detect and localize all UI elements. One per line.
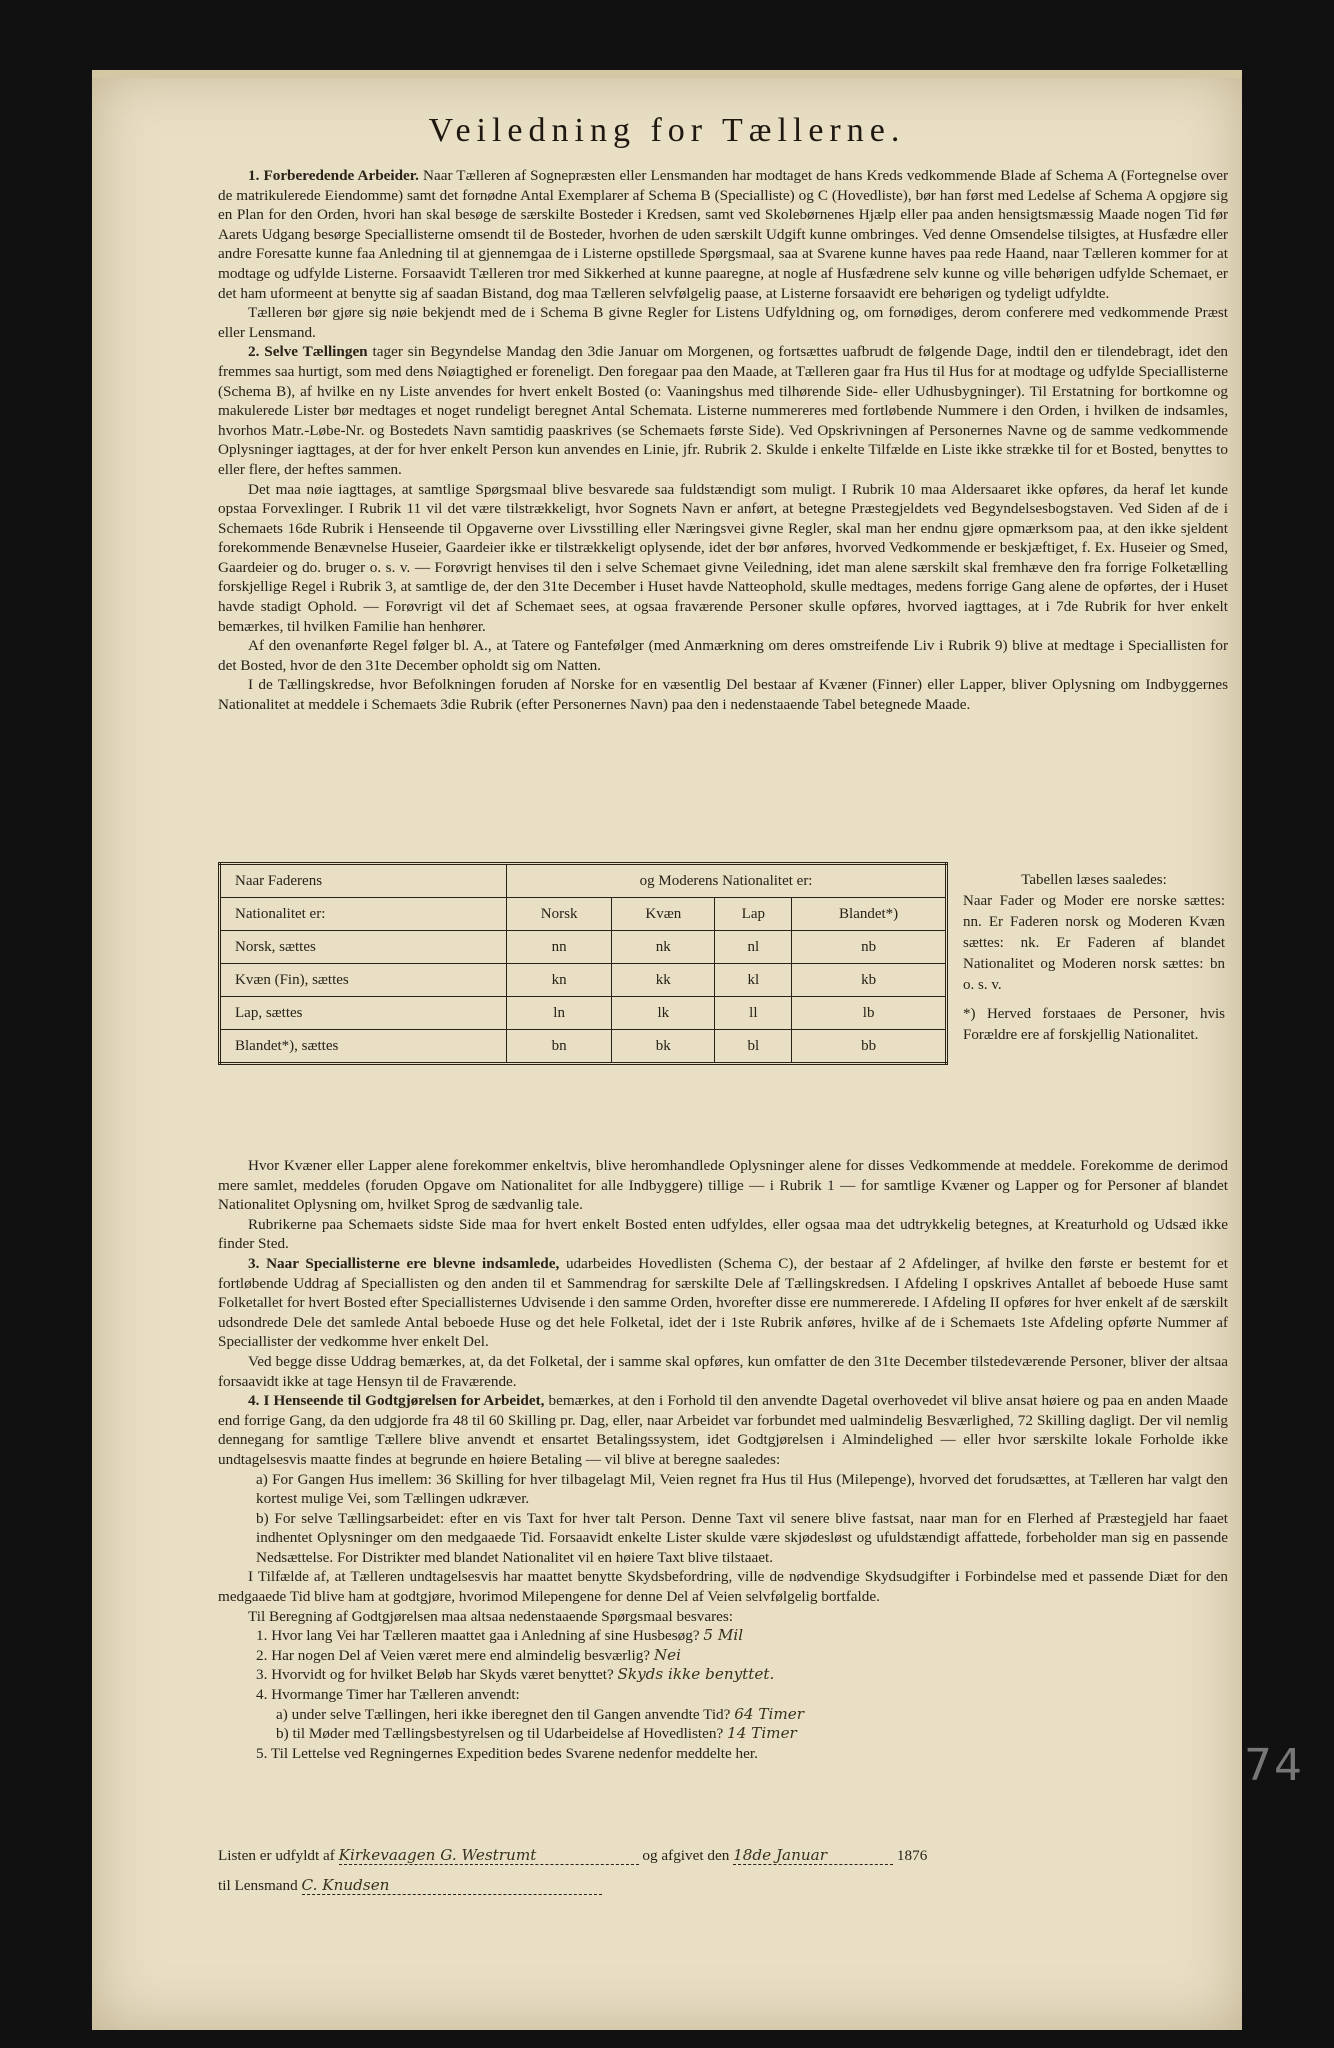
signature-line-1: Listen er udfyldt af Kirkevaagen G. Westrumt og afgivet den 18de Januar 1876: [218, 1846, 928, 1864]
handwritten-answer: 14 Timer: [727, 1724, 797, 1743]
list-item: 2. Har nogen Del af Veien været mere end almindelig besværlig? Nei: [256, 1645, 681, 1664]
section-paragraph: Det maa nøie iagttages, at samtlige Spørgsmaal blive besvarede saa fuldstændigt som muligt. I Rubrik 10 maa Aldersaaret ikke opføres, da heraf let kunde opstaa Forvexlinger. I Rubrik 11 vil det være tilstrækkeligt, hvor Sognets Navn er anført, at betegne Præstegjeldets ved Begyndelsesbogstaven. Ved Siden af de i Schemaets 16de Rubrik i Henseende til Opgaverne over Livsstilling eller Næringsvei givne Regler, skal man her endnu gjøre opmærksom paa, at den ikke sjeldent forekommende Benævnelse Huseier, Gaardeier ikke er tilstrækkeligt oplysende, idet der bør anføres, hvorved Vedkommende er beskjæftiget, f. Ex. Huseier og Smed, Gaardeier og do. bruger o. s. v. — Forøvrigt henvises til den i selve Schemaet givne Veiledning, idet man alene særskilt skal fremhæve den fra forrige Folketælling forskjellige Regel i Rubrik 3, at samtlige de, der den 31te December i Huset havde Natteophold, skulle medtages, medens forrige Gang alene de opførtes, der i Huset havde stadigt Ophold. — Forøvrigt vil det af Schemaet sees, at ogsaa fraværende Personer skulle opføres, hvorved iagttages, at i 7de Rubrik for hver enkelt bemærkes, til hvilken Familie han henhører.: [218, 480, 1228, 635]
table-explanation: [963, 870, 1225, 1046]
table-head-father-2: Nationalitet er:: [220, 898, 507, 931]
section-paragraph: Tælleren bør gjøre sig nøie bekjendt med de i Schema B givne Regler for Listens Udfyldning og, om fornødiges, derom conferere med vedkommende Præst eller Lensmand.: [218, 304, 1228, 341]
section-paragraph: 1. Forberedende Arbeider. Naar Tælleren af Sognepræsten eller Lensmanden har modtaget de hans Kreds vedkommende Blade af Schema A (Fortegnelse over de matrikulerede Eiendomme) samt det fornødne Antal Exemplarer af Schema B (Specialliste) og C (Hovedliste), bør han først med Ledelse af Schema A opgjøre sig en Plan for den Orden, hvori han skal besøge de særskilte Bosteder i Kredsen, samt ved Skolebørnenes Hjælp eller paa anden hensigtsmæssig Maade nogen Tid før Aarets Udgang besørge Speciallisterne omsendt til de Bosteder, hvorhen de uden særskilt Udgift kunne ombringes. Ved denne Omsendelse tilsigtes, at Husfædre eller andre Foresatte kunne faa Anledning til at gjennemgaa de i Listerne opstillede Spørgsmaal, saa at Svarene kunne haves paa rede Haand, naar Tælleren kommer for at modtage og udfylde Listerne. Forsaavidt Tælleren tror med Sikkerhed at kunne paaregne, at nogle af Husfædrene selv kunne og ville behørigen udfylde Schemaet, er det ham uformeent at benytte sig af saadan Bistand, dog maa Tælleren selvfølgelig paase, at Listerne forsaavidt ere behørigen og tydeligt udfyldte.: [218, 167, 1229, 302]
instructions-part-1: [218, 166, 1228, 715]
instructions-part-2: [218, 1156, 1228, 1763]
section-paragraph: 2. Selve Tællingen tager sin Begyndelse Mandag den 3die Januar om Morgenen, og fortsættes uafbrudt de følgende Dage, indtil den er tilendebragt, idet den fremmes saa hurtigt, som med dens Nøiagtighed er foreneligt. Den foregaar paa den Maade, at Tælleren gaar fra Hus til Hus for at modtage og udfylde Speciallisterne (Schema B), af hvilke en ny Liste anvendes for hvert enkelt Bosted (o: Vaaningshus med tilhørende Side- eller Udhusbygninger). Til Erstatning for bortkomne og makulerede Lister bør medtages et noget rundeligt beregnet Antal Schemata. Listerne nummereres med fortløbende Nummere i den Orden, i hvilken de indsamles, hvorhos Matr.-Løbe-Nr. og Bostedets Navn samtidig paaskrives (se Schemaets første Side). Ved Opskrivningen af Personernes Navne og de samme vedkommende Oplysninger iagttages, at der for hver enkelt Person kun anvendes en Linie, jfr. Rubrik 2. Skulde i enkelte Tilfælde en Liste ikke strække til for et Bosted, benyttes to eller flere, der heftes sammen.: [218, 343, 1229, 478]
list-item: b) til Møder med Tællingsbestyrelsen og til Udarbeidelse af Hovedlisten? 14 Timer: [276, 1724, 797, 1743]
table-head-mother: og Moderens Nationalitet er:: [507, 864, 947, 898]
section-paragraph: 4. I Henseende til Godtgjørelsen for Arbeidet, bemærkes, at den i Forhold til den anvendte Dagetal overhovedet vil blive ansat høiere og paa en anden Maade end forrige Gang, da den udgjorde fra 48 til 60 Skilling pr. Dag, eller, naar Arbeidet var forbundet med ualmindelig Besværlighed, 72 Skilling dagligt. Der vil nemlig dennegang for samtlige Tællere blive anvendt et ensartet Betalingssystem, idet Godtgjørelsen i Almindelighed — eller hvor særskilte lokale Forholde ikke undtagelsesvis maatte findes at begrunde en høiere Betaling — vil blive at beregne saaledes:: [218, 1392, 1229, 1468]
list-item: b) For selve Tællingsarbeidet: efter en vis Taxt for hver talt Person. Denne Taxt vil senere blive fastsat, naar man for en Flerhed af Præstegjeld har faaet indhentet Oplysninger om den medgaaede Tid. Forsaavidt enkelte Lister skulde være skjødesløst og ufuldstændigt affattede, forbeholder man sig en passende Nedsættelse. For Distrikter med blandet Nationalitet vil en høiere Taxt blive tilstaaet.: [256, 1509, 1228, 1566]
section-paragraph: Af den ovenanførte Regel følger bl. A., at Tatere og Fantefølger (med Anmærkning om deres omstreifende Liv i Rubrik 9) blive at medtage i Speciallisten for det Bosted, hvor de den 31te December opholdt sig om Natten.: [218, 637, 1228, 674]
table-col-head: Kvæn: [612, 898, 715, 931]
table-col-head: Lap: [715, 898, 792, 931]
page-title: Veiledning for Tællerne.: [428, 112, 906, 149]
section-paragraph: Hvor Kvæner eller Lapper alene forekommer enkeltvis, blive heromhandlede Oplysninger alene for disses Vedkommende at meddele. Forekomme de derimod mere samlet, meddeles (foruden Opgave om Nationalitet for alle Indbyggere) tillige — i Rubrik 1 — for samtlige Kvæner og Lapper og for Personer af blandet Nationalitet Oplysning om, hvilket Sprog de sædvanlig tale.: [218, 1157, 1228, 1214]
handwritten-answer: 64 Timer: [734, 1704, 804, 1723]
table-row: Blandet*), sættes bn bk bl bb: [220, 1030, 947, 1064]
list-item: 5. Til Lettelse ved Regningernes Expedition bedes Svarene nedenfor meddelte her.: [256, 1744, 758, 1762]
table-row: Lap, sættes ln lk ll lb: [220, 997, 947, 1030]
explanation-text: Naar Fader og Moder ere norske sættes: nn. Er Faderen norsk og Moderen Kvæn sættes: nk. Er Faderen af blandet Nationalitet og Moderen norsk sættes: bn o. s. v.: [963, 893, 1225, 993]
handwritten-date: 18de Januar: [733, 1846, 893, 1865]
payment-list: [218, 1470, 1228, 1568]
section-paragraph: Til Beregning af Godtgjørelsen maa altsaa nedenstaaende Spørgsmaal besvares:: [248, 1607, 734, 1625]
table-head-father: Naar Faderens: [220, 864, 507, 898]
explanation-heading: Tabellen læses saaledes:: [1021, 872, 1167, 888]
handwritten-signature: C. Knudsen: [302, 1876, 602, 1895]
document-page: [92, 70, 1242, 2030]
section-paragraph: 3. Naar Speciallisterne ere blevne indsamlede, udarbeides Hovedlisten (Schema C), der bestaar af 2 Afdelinger, af hvilke den første er bestemt for et fortløbende Uddrag af Speciallisten og den anden til et Sammendrag for særskilte Dele af Tællingskredsen. I Afdeling I opskrives Antallet af beboede Huse samt Folketallet for hvert Bosted efter Speciallisternes Udvisende i den samme Orden, hvorefter disse ere nummererede. I Afdeling II opføres for hver enkelt af de særskilt udsondrede Dele det samlede Antal beboede Huse og det hele Folketal, idet der i 1ste Rubrik anføres, hvilke af de i Schemaets 1ste Afdeling opførte Nummer af Speciallister der vedkomme hver enkelt Del.: [218, 1254, 1228, 1351]
table-row: Norsk, sættes nn nk nl nb: [220, 931, 947, 964]
page-edge-number: 74: [1244, 1740, 1304, 1791]
list-item: 3. Hvorvidt og for hvilket Beløb har Skyds været benyttet? Skyds ikke benyttet.: [256, 1665, 775, 1684]
list-item: a) under selve Tællingen, heri ikke iberegnet den til Gangen anvendte Tid? 64 Timer: [276, 1704, 804, 1723]
table-col-head: Norsk: [507, 898, 612, 931]
list-item: a) For Gangen Hus imellem: 36 Skilling for hver tilbagelagt Mil, Veien regnet fra Hus til Hus (Milepenge), hvorved det forudsættes, at Tælleren har valgt den kortest mulige Vei, som Tællingen udkræver.: [256, 1470, 1228, 1508]
signature-line-2: til Lensmand C. Knudsen: [218, 1876, 1228, 1895]
list-item: 4. Hvormange Timer har Tælleren anvendt:: [256, 1686, 520, 1704]
section-paragraph: I de Tællingskredse, hvor Befolkningen foruden af Norske for en væsentlig Del bestaar af Kvæner (Finner) eller Lapper, bliver Oplysning om Indbyggernes Nationalitet at meddele i Schemaets 3die Rubrik (efter Personernes Navn) paa den i nedenstaaende Tabel betegnede Maade.: [218, 676, 1228, 714]
section-paragraph: I Tilfælde af, at Tælleren undtagelsesvis har maattet benytte Skydsbefordring, ville de nødvendige Skydsudgifter i Forbindelse med et passende Diæt for den medgaaede Tid blive ham at godtgjøre, hvorimod Milepengene for denne Del af Veien selvfølgelig bortfalde.: [218, 1568, 1228, 1606]
footnote: *) Herved forstaaes de Personer, hvis Forældre ere af forskjellig Nationalitet.: [963, 1006, 1225, 1043]
nationality-table-block: [218, 862, 1228, 1152]
nationality-table: [218, 862, 948, 1065]
handwritten-answer: Skyds ikke benyttet.: [617, 1665, 775, 1684]
question-list: [218, 1626, 1228, 1763]
table-col-head: Blandet*): [792, 898, 947, 931]
list-item: 1. Hvor lang Vei har Tælleren maattet gaa i Anledning af sine Husbesøg? 5 Mil: [256, 1626, 744, 1645]
handwritten-answer: 5 Mil: [703, 1626, 744, 1645]
handwritten-answer: Nei: [653, 1645, 681, 1664]
handwritten-name: Kirkevaagen G. Westrumt: [339, 1846, 639, 1865]
section-paragraph: Rubrikerne paa Schemaets sidste Side maa for hvert enkelt Bosted enten udfyldes, eller ogsaa maa det udtrykkelig betegnes, at Kreaturhold og Udsæd ikke finder Sted.: [218, 1215, 1228, 1253]
table-row: Kvæn (Fin), sættes kn kk kl kb: [220, 964, 947, 997]
section-paragraph: Ved begge disse Uddrag bemærkes, at, da det Folketal, der i samme skal opføres, kun omfatter de den 31te December tilstedeværende Personer, bliver der altsaa forsaavidt ikke at tage Hensyn til de Fraværende.: [218, 1352, 1228, 1390]
